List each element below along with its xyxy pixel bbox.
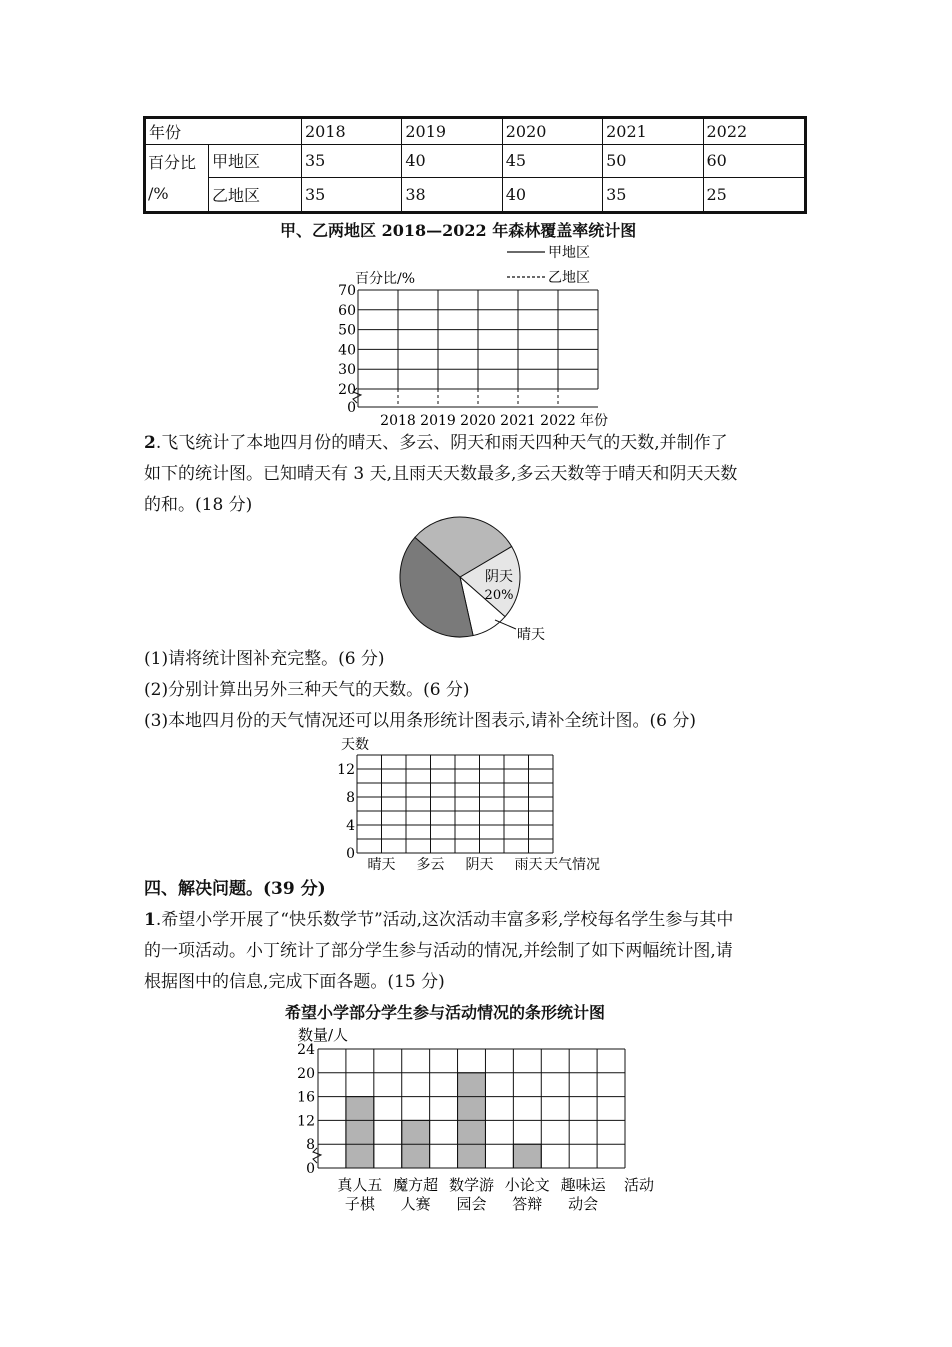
table-row <box>145 118 806 145</box>
table-year-cell: 2022 <box>703 118 806 145</box>
s4-line-2: 的一项活动。小丁统计了部分学生参与活动的情况,并绘制了如下两幅统计图,请 <box>144 941 733 961</box>
line-chart-grid <box>358 290 598 407</box>
y-tick-label: 24 <box>297 1042 315 1058</box>
activity-chart-title: 希望小学部分学生参与活动情况的条形统计图 <box>285 1003 606 1022</box>
x-tick-label: 动会 <box>568 1195 599 1213</box>
table-cell: 35 <box>302 144 402 177</box>
pie-leader-line <box>495 620 516 629</box>
x-tick-label: 2020 <box>460 413 496 429</box>
weather-chart-x-ticks <box>368 857 543 873</box>
x-tick-label: 魔方超 <box>393 1176 439 1194</box>
weather-chart-ylabel: 天数 <box>341 737 369 753</box>
table-year-cell: 2021 <box>603 118 703 145</box>
x-tick-label: 园会 <box>456 1195 487 1213</box>
x-tick-label: 真人五 <box>337 1176 383 1194</box>
y-tick-label: 0 <box>306 1161 315 1177</box>
pie-label-qingtian: 晴天 <box>517 627 545 643</box>
y-tick-label: 8 <box>346 790 355 806</box>
legend-label-yi: 乙地区 <box>548 270 590 286</box>
weather-chart-xlabel: 天气情况 <box>544 857 600 873</box>
activity-bar-chart <box>290 1020 670 1220</box>
table-cell: 60 <box>703 144 806 177</box>
table-cell: 38 <box>402 178 502 213</box>
line-chart-xlabel: 年份 <box>580 413 608 429</box>
q2-line-2: 如下的统计图。已知晴天有 3 天,且雨天天数最多,多云天数等于晴天和阴天天数 <box>144 464 738 484</box>
forest-coverage-table <box>143 116 807 214</box>
table-cell: 35 <box>603 178 703 213</box>
y-tick-label: 12 <box>297 1113 315 1130</box>
table-cell: 35 <box>302 178 402 213</box>
y-tick-label: 40 <box>338 342 356 359</box>
y-tick-label: 8 <box>306 1137 315 1154</box>
y-tick-label: 30 <box>338 362 356 379</box>
y-tick-label: 4 <box>346 818 355 834</box>
weather-chart-y-ticks <box>337 762 355 862</box>
x-tick-label: 答辩 <box>512 1195 543 1213</box>
table-year-cell: 2018 <box>302 118 402 145</box>
row-group-label-line2: /% <box>148 183 169 203</box>
x-tick-label: 人赛 <box>400 1195 431 1213</box>
x-tick-label: 2019 <box>420 413 456 429</box>
pie-chart <box>390 515 570 650</box>
y-tick-label: 0 <box>347 400 356 416</box>
line-chart-ylabel: 百分比/% <box>355 271 416 287</box>
activity-chart-x-ticks <box>337 1176 606 1213</box>
y-tick-label: 12 <box>337 762 355 778</box>
y-tick-label: 20 <box>338 382 356 398</box>
sub-question-2: (2)分别计算出另外三种天气的天数。(6 分) <box>144 680 470 700</box>
table-cell: 50 <box>603 144 703 177</box>
y-tick-label: 60 <box>338 302 356 319</box>
x-tick-label: 多云 <box>416 857 445 873</box>
axis-break-mark <box>313 1148 321 1163</box>
sub-question-3: (3)本地四月份的天气情况还可以用条形统计图表示,请补全统计图。(6 分) <box>144 711 696 731</box>
x-tick-label: 雨天 <box>514 857 543 873</box>
s4-q1-number: 1 <box>144 910 156 930</box>
row-group-label-line1: 百分比 <box>148 152 197 172</box>
x-tick-label: 数学游 <box>448 1176 495 1194</box>
line-chart-x-ticks <box>380 413 576 429</box>
pie-label-yintian: 阴天 <box>485 569 513 585</box>
q2-number: 2 <box>144 433 156 453</box>
table-year-cell: 2020 <box>502 118 602 145</box>
line-chart-y-ticks <box>338 283 356 416</box>
y-tick-label: 70 <box>338 283 356 299</box>
x-tick-label: 小论文 <box>504 1176 550 1194</box>
s4-line-1: 1.希望小学开展了“快乐数学节”活动,这次活动丰富多彩,学校每名学生参与其中 <box>144 910 734 930</box>
table-row-label-jia: 甲地区 <box>209 144 302 177</box>
x-tick-label: 2022 <box>540 413 576 429</box>
activity-chart-y-ticks <box>297 1042 315 1177</box>
x-tick-label: 阴天 <box>465 857 494 873</box>
y-tick-label: 0 <box>346 846 355 862</box>
activity-bar <box>513 1144 541 1168</box>
table-cell: 25 <box>703 178 806 213</box>
activity-chart-ylabel: 数量/人 <box>298 1026 349 1044</box>
x-tick-label: 子棋 <box>344 1195 375 1213</box>
s4-line-3: 根据图中的信息,完成下面各题。(15 分) <box>144 972 445 992</box>
table-row <box>145 178 806 213</box>
y-tick-label: 50 <box>338 322 356 339</box>
sub-question-1: (1)请将统计图补充完整。(6 分) <box>144 649 385 669</box>
line-chart-title: 甲、乙两地区 2018—2022 年森林覆盖率统计图 <box>280 221 637 240</box>
y-tick-label: 16 <box>297 1089 315 1106</box>
table-cell: 40 <box>402 144 502 177</box>
y-tick-label: 20 <box>297 1065 315 1082</box>
x-tick-label: 2021 <box>500 413 536 429</box>
weather-bar-chart <box>330 733 630 878</box>
table-year-cell: 2019 <box>402 118 502 145</box>
line-chart <box>330 240 630 432</box>
table-row-group-label <box>145 144 209 212</box>
weather-chart-grid <box>357 755 553 853</box>
pie-label-percent: 20% <box>484 588 514 603</box>
table-row-label-yi: 乙地区 <box>209 178 302 213</box>
x-tick-label: 趣味运 <box>560 1176 606 1194</box>
table-row <box>145 144 806 177</box>
q2-line-3: 的和。(18 分) <box>144 495 253 515</box>
activity-chart-xlabel: 活动 <box>624 1176 655 1194</box>
legend-label-jia: 甲地区 <box>548 245 590 261</box>
activity-bar <box>346 1097 374 1168</box>
section4-heading: 四、解决问题。(39 分) <box>144 879 326 899</box>
table-cell: 40 <box>502 178 602 213</box>
table-cell: 45 <box>502 144 602 177</box>
q2-line-1: 2.飞飞统计了本地四月份的晴天、多云、阴天和雨天四种天气的天数,并制作了 <box>144 433 728 453</box>
table-header-year: 年份 <box>145 118 302 145</box>
x-tick-label: 晴天 <box>367 857 396 873</box>
x-tick-label: 2018 <box>380 413 416 429</box>
